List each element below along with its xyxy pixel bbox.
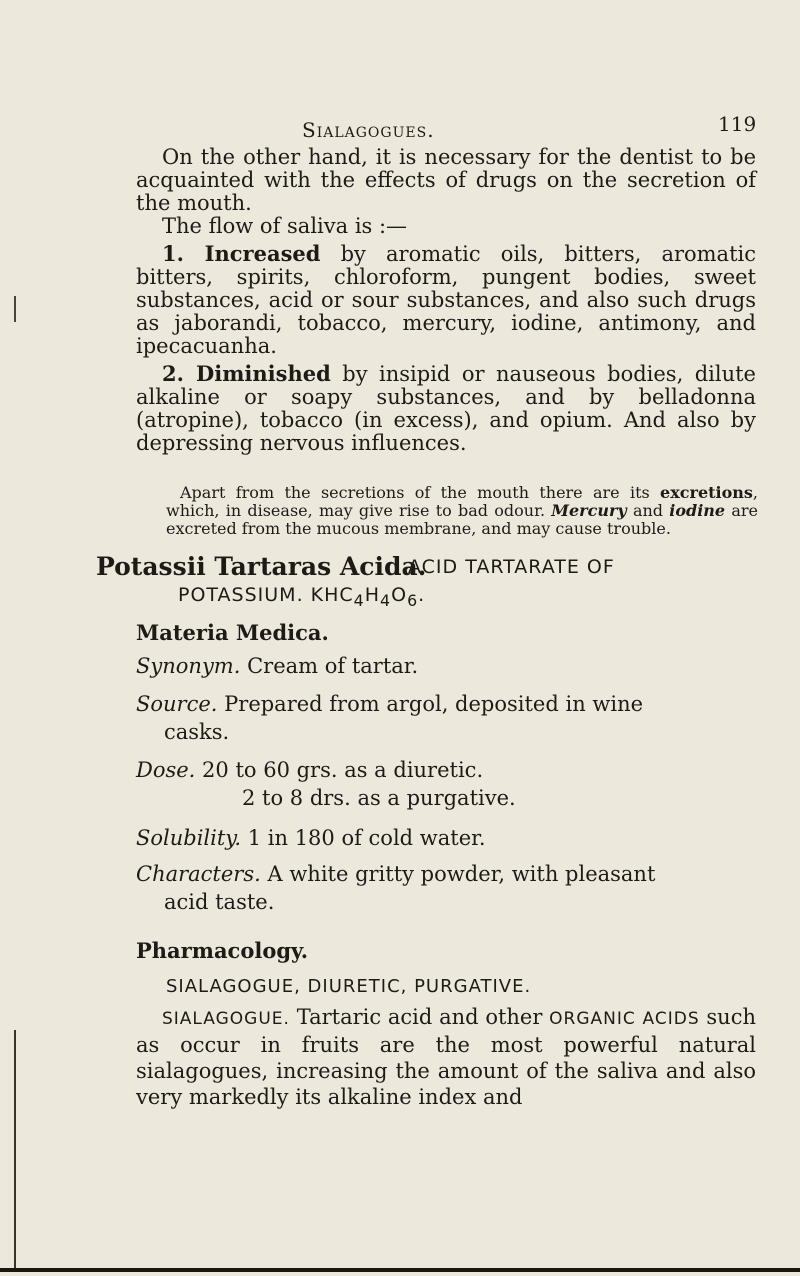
- final-paragraph-block: [136, 1004, 756, 1110]
- paragraph-intro-text: On the other hand, it is necessary for the dentist to be acquainted with the effects of drugs on the secretion of the mouth.: [136, 145, 756, 215]
- paragraph-saliva: [136, 215, 756, 238]
- item-increased-lead: 1. Increased: [162, 241, 321, 266]
- dose-entry: [136, 756, 756, 785]
- characters-label: Characters.: [136, 862, 261, 886]
- bottom-edge: [0, 1268, 800, 1272]
- source-value: Prepared from argol, deposited in wine: [217, 692, 644, 716]
- item-diminished-text: by insipid or nauseous bodies, dilute alkaline or soapy substances, and by belladonna (atropine), tobacco (in excess), and opium. And also by depressing nervous influences.: [136, 362, 756, 455]
- note-text-c: , which, in disease, may give rise to bad odour.: [166, 483, 758, 520]
- dose-label: Dose.: [136, 758, 196, 782]
- synonym-value: Cream of tartar.: [240, 654, 419, 678]
- item-diminished: [136, 362, 756, 455]
- final-lead: SIALAGOGUE.: [162, 1009, 290, 1029]
- page-edge-rule: [14, 1030, 16, 1270]
- page-number: 119: [718, 112, 757, 136]
- final-paragraph: [136, 1004, 756, 1110]
- intro-text: [136, 146, 756, 455]
- synonym-entry: [136, 652, 756, 681]
- synonym-label: Synonym.: [136, 654, 241, 678]
- final-text-a: Tartaric acid and other: [289, 1005, 550, 1029]
- source-continuation: casks.: [164, 720, 230, 744]
- solubility-entry: [136, 824, 756, 853]
- materia-medica-heading: Materia Medica.: [136, 620, 329, 645]
- note-paragraph: [166, 484, 758, 538]
- dose-diuretic: 20 to 60 grs. as a diuretic.: [195, 758, 484, 782]
- source-label: Source.: [136, 692, 218, 716]
- note-block: [166, 484, 758, 538]
- note-text-e: and: [626, 501, 670, 520]
- note-excretions: excretions: [660, 483, 753, 502]
- final-acids: ACIDS: [642, 1009, 700, 1029]
- item-increased-text: by aromatic oils, bitters, aromatic bitters, spirits, chloroform, pungent bodies, sweet substances, acid or sour substances, and also such drugs as jaborandi, tobacco, mercury, iodine, antimony, and ipecacuanha.: [136, 242, 756, 358]
- dose-purgative: 2 to 8 drs. as a purgative.: [242, 786, 516, 810]
- characters-continuation: acid taste.: [164, 890, 275, 914]
- final-organic: ORGANIC: [549, 1009, 636, 1029]
- monograph-subtitle-1: ACID TARTARATE OF: [408, 556, 615, 578]
- formula-dot: .: [418, 584, 426, 606]
- note-iodine: iodine: [669, 501, 726, 520]
- formula-o: O: [391, 584, 408, 606]
- pharmacology-actions: SIALAGOGUE, DIURETIC, PURGATIVE.: [166, 976, 532, 997]
- characters-value: A white gritty powder, with pleasant: [260, 862, 656, 886]
- formula-sub-h: 4: [380, 590, 392, 610]
- formula-sub-o: 6: [407, 590, 419, 610]
- paragraph-saliva-text: The flow of saliva is :—: [162, 214, 408, 238]
- running-title: Sialagogues.: [302, 118, 435, 142]
- solubility-label: Solubility.: [136, 826, 242, 850]
- source-entry: [136, 690, 756, 719]
- note-text-a: Apart from the secretions of the mouth there are its: [180, 483, 661, 502]
- paragraph-intro: [136, 146, 756, 215]
- item-increased: [136, 242, 756, 358]
- monograph-title: Potassii Tartaras Acida.: [96, 552, 427, 581]
- item-diminished-lead: 2. Diminished: [162, 361, 331, 386]
- formula-h: H: [364, 584, 381, 606]
- pharmacology-heading: Pharmacology.: [136, 938, 309, 963]
- monograph-subtitle-2: [178, 584, 425, 610]
- formula-sub-c: 4: [353, 590, 365, 610]
- binding-mark: [14, 296, 16, 322]
- note-text-g: are excreted from the mucous membrane, and may cause trouble.: [166, 501, 758, 538]
- characters-entry: [136, 860, 756, 889]
- solubility-value: 1 in 180 of cold water.: [241, 826, 486, 850]
- note-mercury: Mercury: [551, 501, 627, 520]
- formula-prefix: POTASSIUM. KHC: [178, 584, 354, 606]
- final-text-b: such as occur in fruits are the most powerful natural sialagogues, increasing the amount of the saliva and also very markedly its alkaline index and: [136, 1005, 756, 1109]
